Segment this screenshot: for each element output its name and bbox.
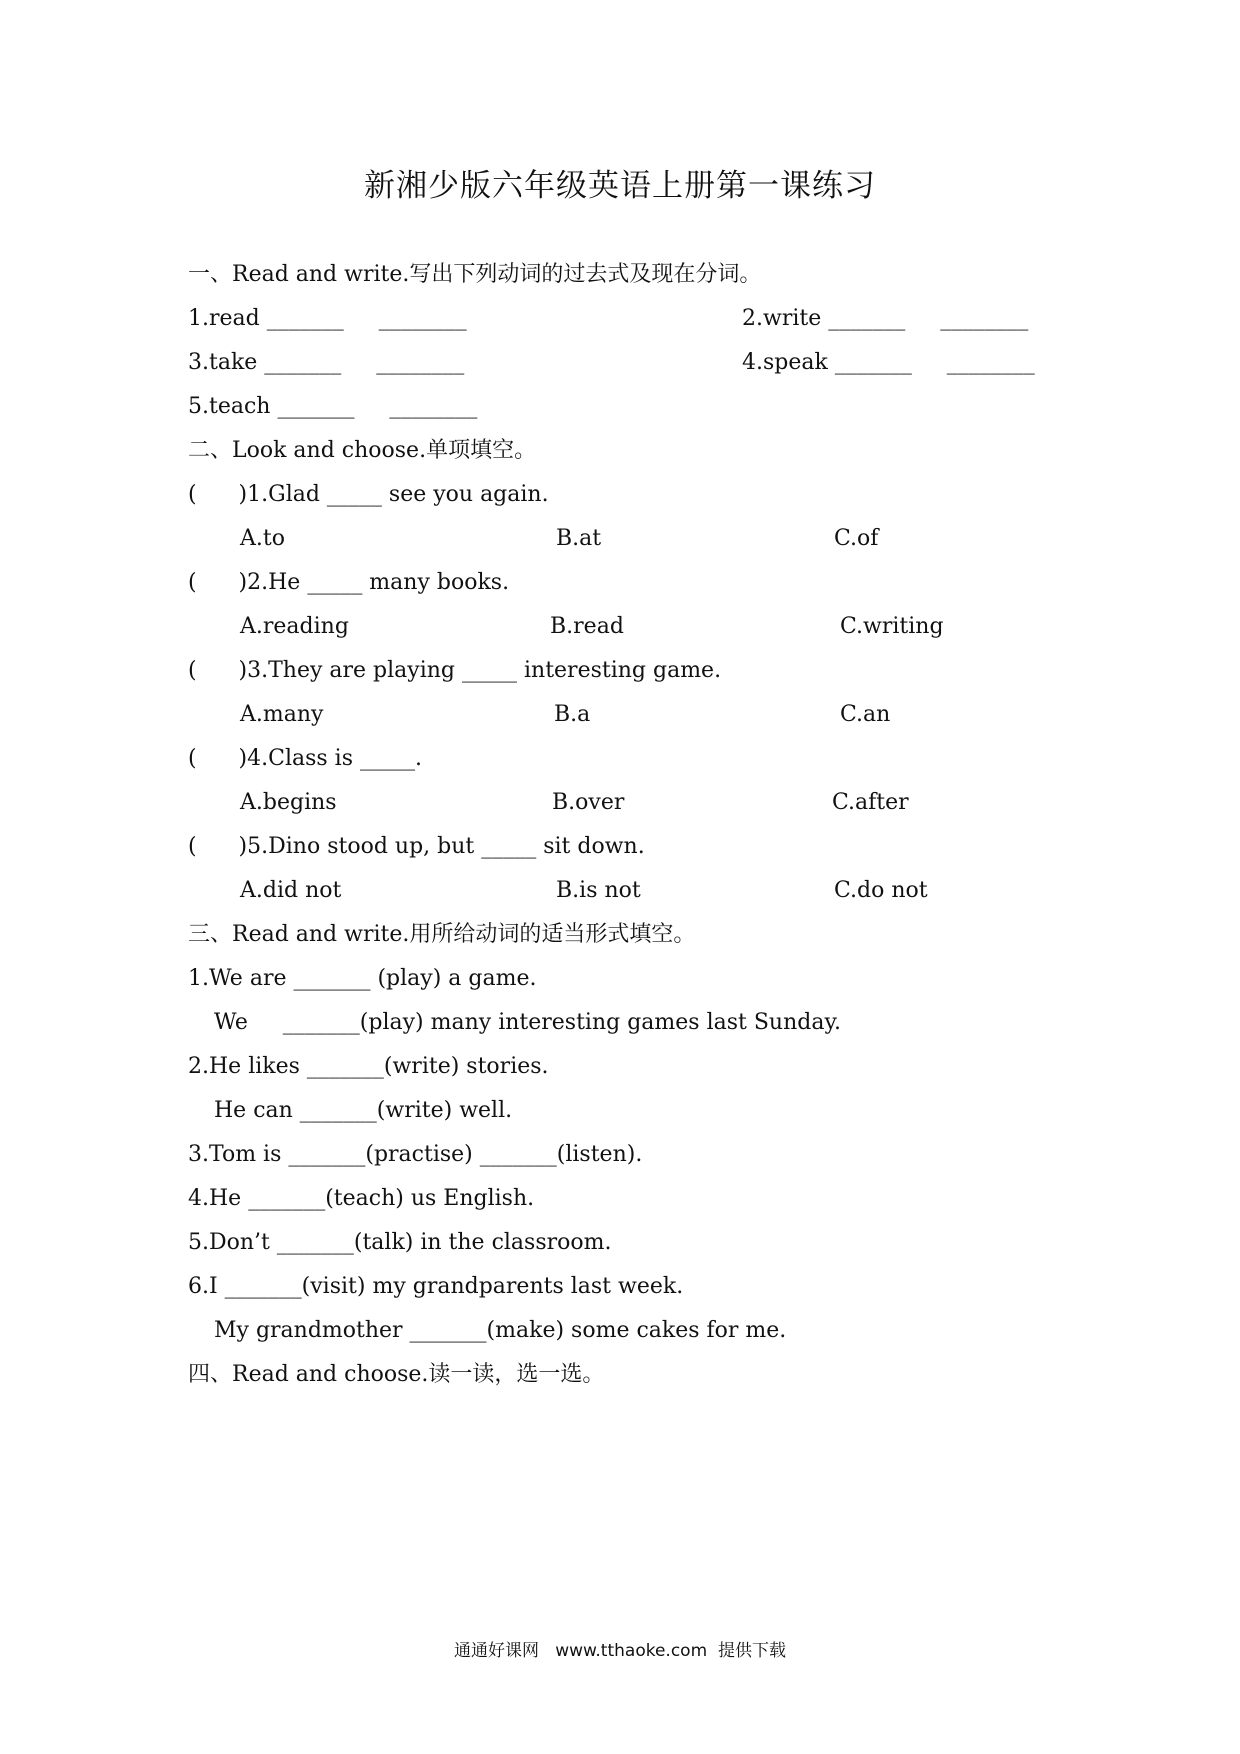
option-c: C.do not xyxy=(834,878,928,903)
fill-line: 5.Don’t _______(talk) in the classroom. xyxy=(188,1230,612,1255)
section3-heading: 三、Read and write.用所给动词的适当形式填空。 xyxy=(188,922,696,947)
question-stem: ( )3.They are playing _____ interesting game. xyxy=(188,658,722,683)
section4-heading: 四、Read and choose.读一读，选一选。 xyxy=(188,1362,605,1387)
section1-item: 2.write _______ ________ xyxy=(742,306,1029,331)
fill-line: 1.We are _______ (play) a game. xyxy=(188,966,537,991)
option-c: C.an xyxy=(840,702,891,727)
worksheet-title: 新湘少版六年级英语上册第一课练习 xyxy=(364,168,876,204)
fill-line: My grandmother _______(make) some cakes for me. xyxy=(214,1318,787,1343)
option-b: B.at xyxy=(556,526,602,551)
option-c: C.after xyxy=(832,790,909,815)
question-stem: ( )1.Glad _____ see you again. xyxy=(188,482,549,507)
question-stem: ( )2.He _____ many books. xyxy=(188,570,510,595)
option-a: A.begins xyxy=(240,790,337,815)
option-c: C.of xyxy=(834,526,879,551)
section1-item: 5.teach _______ ________ xyxy=(188,394,478,419)
fill-line: He can _______(write) well. xyxy=(214,1098,513,1123)
section1-item: 1.read _______ ________ xyxy=(188,306,467,331)
section1-item: 4.speak _______ ________ xyxy=(742,350,1035,375)
section1-item: 3.take _______ ________ xyxy=(188,350,465,375)
fill-line: We _______(play) many interesting games last Sunday. xyxy=(214,1010,841,1035)
fill-line: 2.He likes _______(write) stories. xyxy=(188,1054,549,1079)
option-b: B.a xyxy=(554,702,591,727)
fill-line: 6.I _______(visit) my grandparents last week. xyxy=(188,1274,684,1299)
fill-line: 4.He _______(teach) us English. xyxy=(188,1186,535,1211)
section1-heading: 一、Read and write.写出下列动词的过去式及现在分词。 xyxy=(188,262,762,287)
footer-source: 通通好课网 www.tthaoke.com 提供下载 xyxy=(454,1641,786,1661)
question-stem: ( )4.Class is _____. xyxy=(188,746,422,771)
option-c: C.writing xyxy=(840,614,944,639)
option-a: A.did not xyxy=(240,878,342,903)
option-b: B.read xyxy=(550,614,624,639)
option-a: A.to xyxy=(240,526,285,551)
fill-line: 3.Tom is _______(practise) _______(listen). xyxy=(188,1142,643,1167)
question-stem: ( )5.Dino stood up, but _____ sit down. xyxy=(188,834,645,859)
option-b: B.over xyxy=(552,790,625,815)
option-a: A.many xyxy=(240,702,324,727)
option-b: B.is not xyxy=(556,878,641,903)
section2-heading: 二、Look and choose.单项填空。 xyxy=(188,438,537,463)
option-a: A.reading xyxy=(240,614,349,639)
